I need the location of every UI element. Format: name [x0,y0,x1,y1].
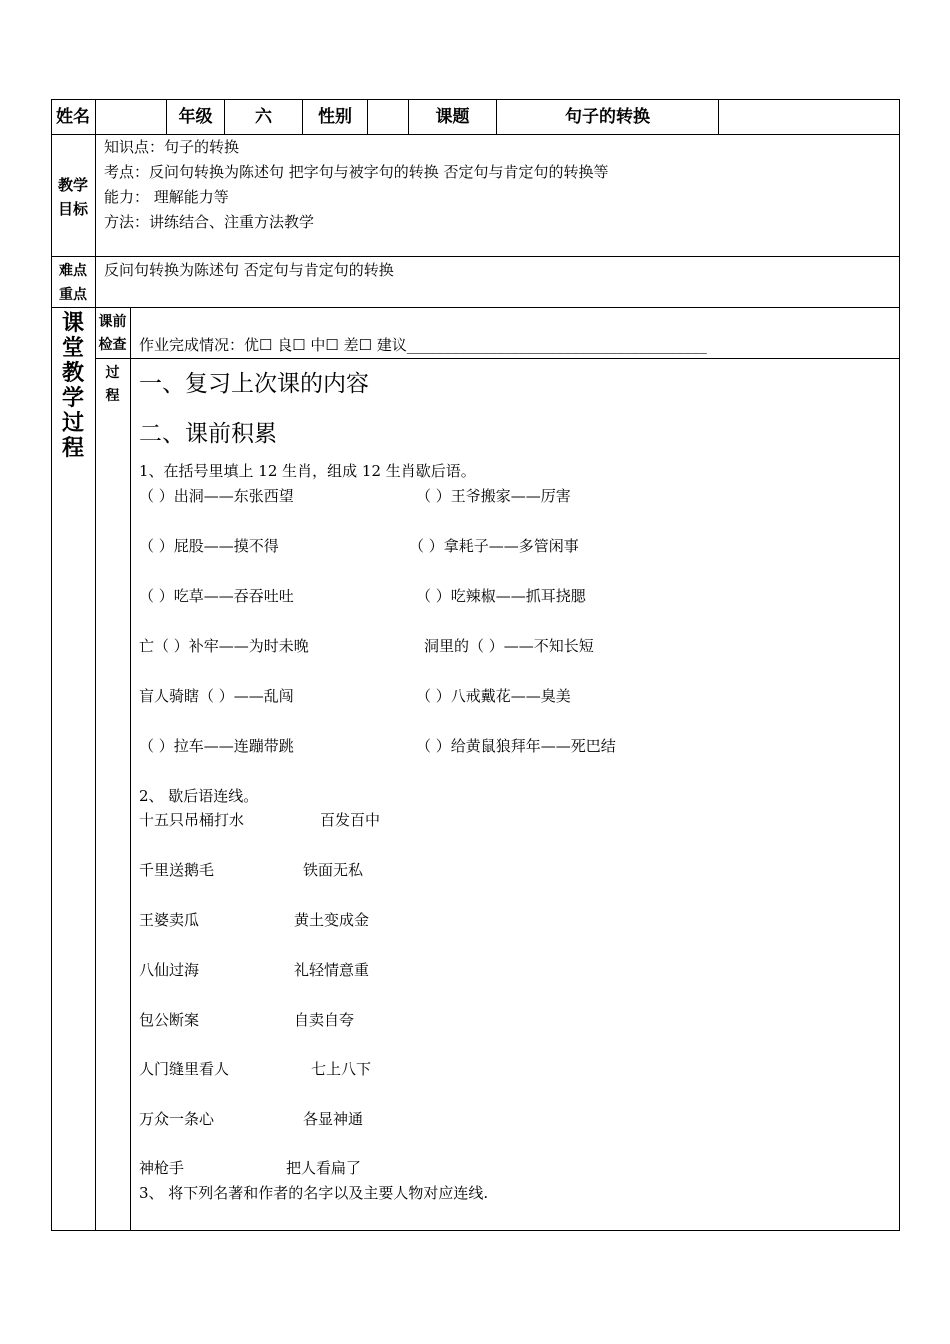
q2-left-2: 千里送鹅毛 [139,861,215,879]
process-label-line2: 程 [105,388,120,404]
objectives-label-line1: 教学 [57,176,88,194]
q1-right-2: （ ）拿耗子——多管闲事 [409,537,579,555]
q2-right-4: 礼轻情意重 [294,961,370,979]
topic-value[interactable]: 句子的转换 [565,107,650,127]
q2-right-7: 各显神通 [303,1110,364,1128]
topic-label: 课题 [435,107,470,127]
gender-value[interactable] [368,100,408,134]
q2-left-6: 人门缝里看人 [139,1060,230,1078]
precheck-label-line1: 课前 [98,314,127,330]
objective-method: 方法：讲练结合、注重方法教学 [104,213,315,231]
objective-exam-points: 考点：反问句转换为陈述句 把字句与被字句的转换 否定句与肯定句的转换等 [104,163,609,181]
table-border-right [899,99,900,1231]
name-label: 姓名 [56,107,90,127]
process-label-line1: 过 [105,365,120,381]
q2-right-6: 七上八下 [311,1060,372,1078]
name-value[interactable] [96,100,166,134]
classroom-label-char-4: 学 [61,385,84,411]
q2-left-8: 神枪手 [139,1159,185,1177]
q1-left-3: （ ）吃草——吞吞吐吐 [139,587,294,605]
keypoints-text: 反问句转换为陈述句 否定句与肯定句的转换 [104,261,394,279]
q2-left-4: 八仙过海 [139,961,200,979]
classroom-label-char-3: 教 [61,360,84,386]
q2-right-3: 黄土变成金 [294,911,370,929]
section-accumulation-heading: 二、课前积累 [139,421,277,447]
objective-knowledge: 知识点：句子的转换 [104,138,240,156]
q1-left-4: 亡（ ）补牢——为时未晚 [139,637,309,655]
col-divider-label [95,99,96,1231]
classroom-label-char-5: 过 [61,410,84,436]
q1-right-5: （ ）八戒戴花——臭美 [416,687,571,705]
q1-right-3: （ ）吃辣椒——抓耳挠腮 [416,587,586,605]
q2-right-5: 自卖自夸 [294,1011,355,1029]
question-3-title: 3、 将下列名著和作者的名字以及主要人物对应连线. [139,1184,489,1202]
keypoints-label-line1: 难点 [59,263,87,279]
q1-right-4: 洞里的（ ）——不知长短 [424,637,594,655]
objective-ability: 能力： 理解能力等 [104,188,229,206]
precheck-text[interactable]: 作业完成情况：优☐ 良☐ 中☐ 差☐ 建议________________________________________ [139,336,707,354]
q2-right-8: 把人看扁了 [286,1159,362,1177]
col-divider-sublabel [130,307,131,1231]
q2-left-5: 包公断案 [139,1011,200,1029]
section-review-heading: 一、复习上次课的内容 [139,371,369,397]
table-border-bottom [51,1230,900,1231]
q2-right-2: 铁面无私 [303,861,364,879]
q2-left-7: 万众一条心 [139,1110,215,1128]
header-extra-cell[interactable] [719,100,899,134]
q1-left-5: 盲人骑瞎（ ）——乱闯 [139,687,294,705]
classroom-label-char-2: 堂 [61,335,84,361]
q2-right-1: 百发百中 [320,811,381,829]
question-2-title: 2、 歇后语连线。 [139,787,259,805]
question-1-title: 1、在括号里填上 12 生肖，组成 12 生肖歇后语。 [139,462,476,480]
keypoints-label-line2: 重点 [59,287,87,303]
q1-right-1: （ ）王爷搬家——厉害 [416,487,571,505]
q2-left-3: 王婆卖瓜 [139,911,200,929]
row-divider-objectives [51,256,900,257]
q1-left-2: （ ）屁股——摸不得 [139,537,279,555]
classroom-label-char-6: 程 [61,435,84,461]
grade-label: 年级 [178,107,213,127]
classroom-label-char-1: 课 [61,310,84,336]
row-divider-header [51,134,900,135]
grade-value[interactable]: 六 [255,107,272,127]
q1-right-6: （ ）给黄鼠狼拜年——死巴结 [416,737,616,755]
row-divider-keypoints [51,307,900,308]
q1-left-1: （ ）出洞——东张西望 [139,487,294,505]
q2-left-1: 十五只吊桶打水 [139,811,245,829]
q1-left-6: （ ）拉车——连蹦带跳 [139,737,294,755]
precheck-label-line2: 检查 [98,337,127,353]
gender-label: 性别 [318,107,352,127]
objectives-label-line2: 目标 [57,200,88,218]
row-divider-precheck [95,358,900,359]
